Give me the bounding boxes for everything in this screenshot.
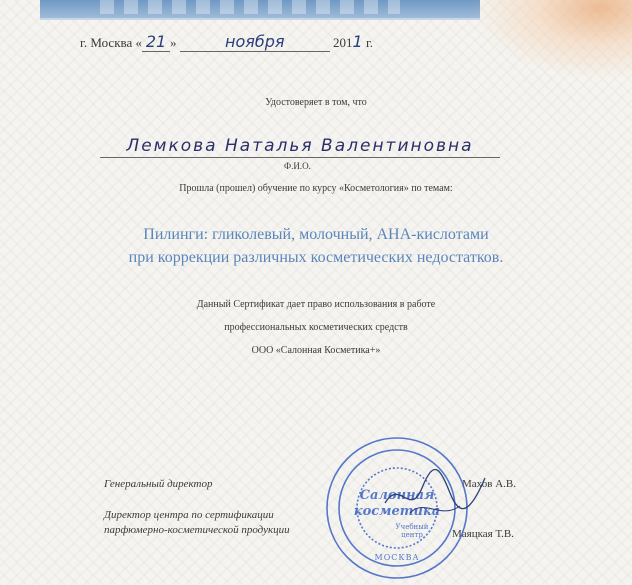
handwritten-signature: [380, 458, 490, 528]
date-day: 21: [145, 32, 167, 51]
center-director-label-2: парфюмерно-косметической продукции: [104, 524, 290, 536]
rights-line-2: профессиональных косметических средств: [224, 322, 408, 333]
year-prefix: 201: [333, 35, 353, 50]
certifies-text: Удостоверяет в том, что: [265, 97, 367, 108]
date-month: ноября: [224, 32, 285, 51]
day-suffix: »: [170, 35, 177, 50]
stamp-bottom-text: МОСКВА: [374, 553, 420, 562]
header-banner-pattern: [100, 0, 400, 14]
corner-decoration: [472, 0, 632, 80]
year-digit: 1: [352, 32, 363, 51]
general-director-label: Генеральный директор: [104, 478, 213, 490]
stamp-text-4: центр: [401, 531, 423, 539]
stamp-text-2: косметика: [353, 504, 441, 519]
year-suffix: г.: [362, 35, 374, 50]
center-director-name: Маяцкая Т.В.: [452, 528, 514, 540]
city-prefix: г. Москва «: [80, 35, 142, 50]
stamp-text-3: Учебный: [395, 523, 429, 531]
general-director-name: Махов А.В.: [462, 478, 516, 490]
stamp-text-1: Салонная: [359, 488, 435, 503]
recipient-name: Лемкова Наталья Валентиновна: [100, 136, 500, 158]
center-director-label-1: Директор центра по сертификации: [104, 509, 274, 521]
course-line: Прошла (прошел) обучение по курсу «Косметология» по темам:: [179, 183, 453, 194]
city-date-line: [80, 32, 373, 52]
header-banner: [40, 0, 480, 20]
rights-line-3: ООО «Салонная Косметика+»: [251, 345, 381, 356]
topic-line-1: Пилинги: гликолевый, молочный, АНА-кислотами: [143, 226, 489, 243]
topic-line-2: при коррекции различных косметических недостатков.: [128, 249, 504, 266]
fio-label: Ф.И.О.: [284, 161, 311, 171]
rights-line-1: Данный Сертификат дает право использования в работе: [196, 299, 436, 310]
